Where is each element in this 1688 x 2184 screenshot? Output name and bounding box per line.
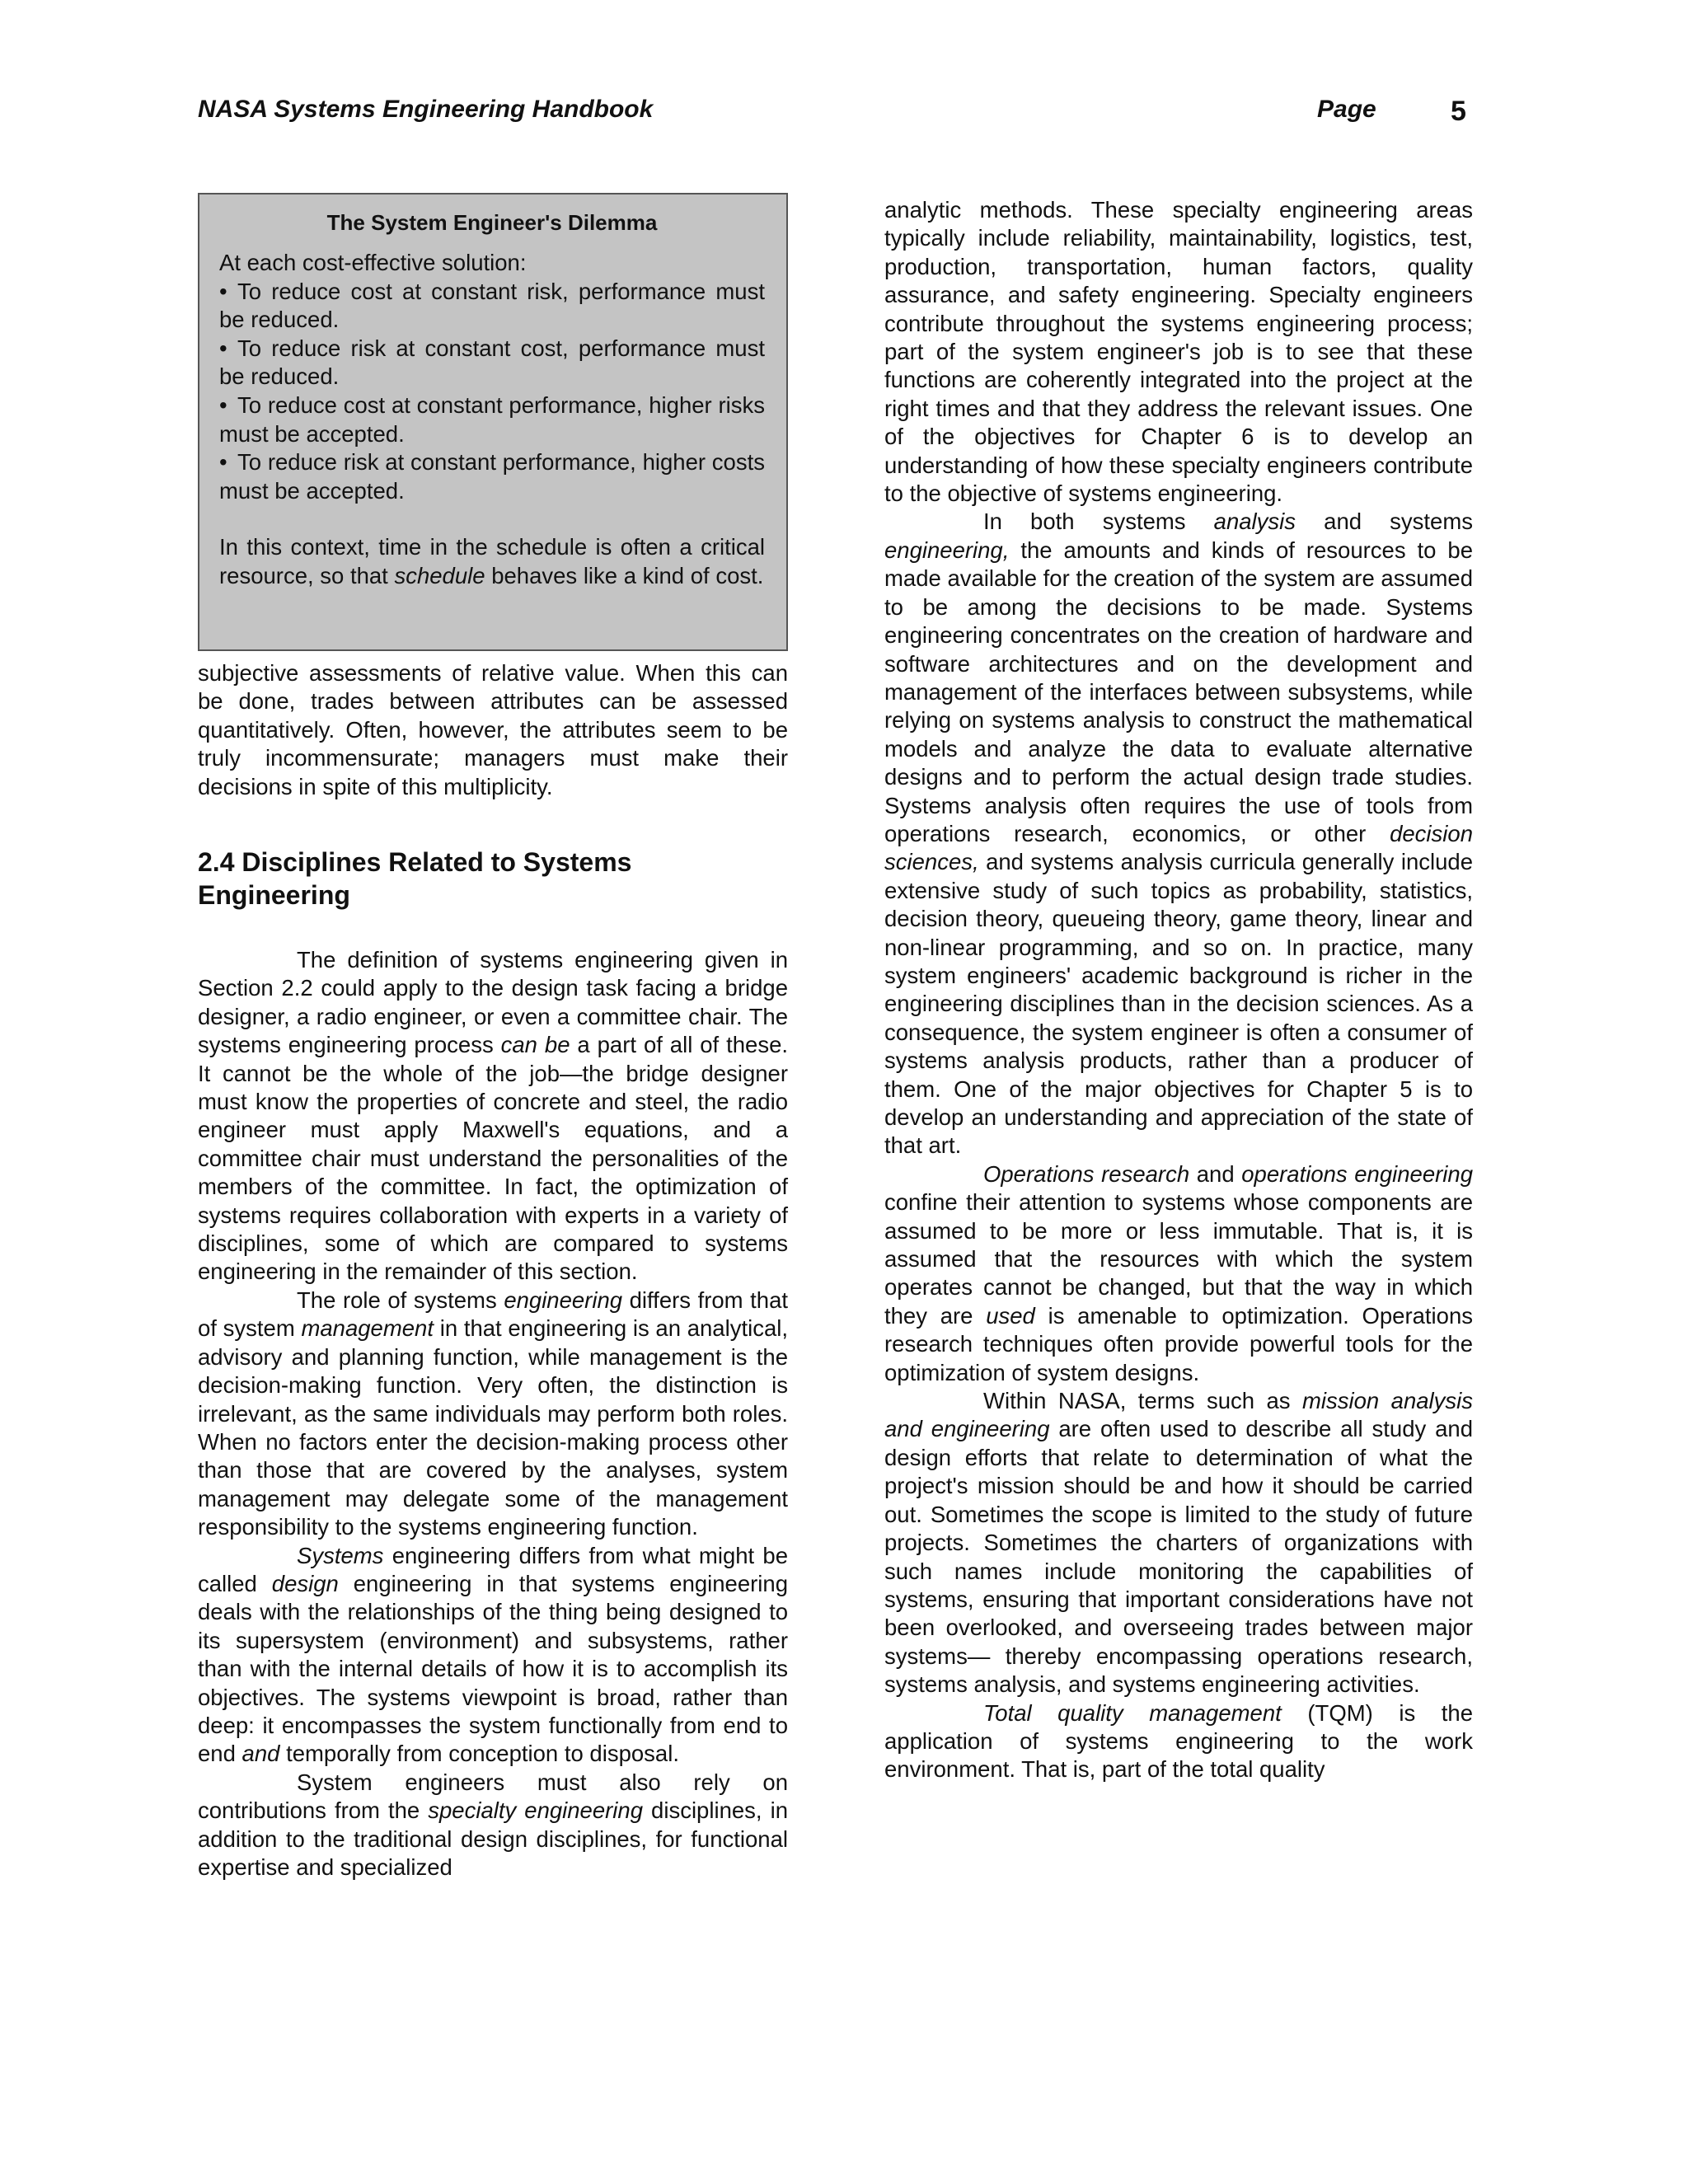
sidebar-box-intro: At each cost-effective solution: bbox=[219, 250, 527, 275]
paragraph: Total quality management (TQM) is the application of systems engineering to the work environment. That is, part of the total quality bbox=[884, 1699, 1474, 1783]
section-heading: 2.4 Disciplines Related to Systems Engineering bbox=[198, 847, 632, 910]
list-item: • To reduce risk at constant cost, performance must be reduced. bbox=[219, 335, 765, 390]
list-item: • To reduce cost at constant risk, performance must be reduced. bbox=[219, 278, 765, 333]
page-number: 5 bbox=[1451, 96, 1466, 127]
list-item: • To reduce cost at constant performance, higher risks must be accepted. bbox=[219, 391, 765, 447]
dilemma-sidebar-box bbox=[198, 193, 788, 651]
bullet-icon: • bbox=[219, 391, 227, 418]
bullet-icon: • bbox=[219, 278, 227, 304]
running-header-title: NASA Systems Engineering Handbook bbox=[198, 96, 654, 123]
paragraph: System engineers must also rely on contributions from the specialty engineering disciplines, in addition to the traditional design disciplines, for functional expertise and specialized bbox=[198, 1769, 788, 1880]
paragraph: In both systems analysis and systems engineering, the amounts and kinds of resources to be made available for the creation of the system are assumed to be among the decisions to be made. Systems engineering concentrates on the creation of hardware and software architectures and on the development and management of the interfaces between subsystems, while relying on systems analysis to construct the mathematical models and analyze the data to evaluate alternative designs and to perform the actual design trade studies. Systems analysis often requires the use of tools from operations research, economics, or other decision sciences, and systems analysis curricula generally include extensive study of such topics as probability, statistics, decision theory, queueing theory, game theory, linear and non-linear programming, and so on. In practice, many system engineers' academic background is richer in the engineering disciplines than in the decision sciences. As a consequence, the system engineer is often a consumer of systems analysis products, rather than a producer of them. One of the major objectives for Chapter 5 is to develop an understanding and appreciation of the state of that art. bbox=[884, 509, 1474, 1159]
bullet-icon: • bbox=[219, 335, 227, 361]
paragraph: The definition of systems engineering given in Section 2.2 could apply to the design task facing a bridge designer, a radio engineer, or even a committee chair. The systems engineering process can be a part of all of these. It cannot be the whole of the job—the bridge designer must know the properties of concrete and steel, the radio engineer must apply Maxwell's equations, and a committee chair must understand the personalities of the members of the committee. In fact, the optimization of systems requires collaboration with experts in a variety of disciplines, some of which are compared to systems engineering in the remainder of this section. bbox=[198, 947, 788, 1285]
paragraph: The role of systems engineering differs from that of system management in that engineering is an analytical, advisory and planning function, while management is the decision-making function. Very often, the distinction is irrelevant, as the same individuals may perform both roles. When no factors enter the decision-making process other than those that are covered by the analyses, system management may delegate some of the management responsibility to the systems engineering function. bbox=[198, 1286, 789, 1540]
right-column bbox=[884, 196, 1473, 1784]
sidebar-box-bullet-list bbox=[219, 278, 765, 506]
paragraph: subjective assessments of relative value. When this can be done, trades between attributes can be assessed quantitatively. Often, however, the attributes seem to be truly incommensurate; managers must make their decisions in spite of this multiplicity. bbox=[198, 660, 788, 799]
bullet-icon: • bbox=[219, 449, 227, 476]
sidebar-box-context: In this context, time in the schedule is often a critical resource, so that schedule behaves like a kind of cost. bbox=[219, 534, 765, 588]
sidebar-box-title: The System Engineer's Dilemma bbox=[326, 210, 658, 235]
left-column bbox=[198, 659, 788, 801]
paragraph: analytic methods. These specialty engineering areas typically include reliability, maintainability, logistics, test, production, transportation, human factors, quality assurance, and safety engineering. Specialty engineers contribute throughout the systems engineering process; part of the system engineer's job is to see that these functions are coherently integrated into the project at the right times and that they address the relevant issues. One of the objectives for Chapter 6 is to develop an understanding of how these specialty engineers contribute to the objective of systems engineering. bbox=[884, 197, 1473, 507]
left-column-body bbox=[198, 946, 788, 1882]
list-item: • To reduce risk at constant performance, higher costs must be accepted. bbox=[219, 449, 765, 504]
paragraph: Systems engineering differs from what might be called design engineering in that systems engineering deals with the relationships of the thing being designed to its supersystem (environment) and subsystems, rather than with the internal details of how it is to accomplish its objectives. The systems viewpoint is broad, rather than deep: it encompasses the system functionally from end to end and temporally from conception to disposal. bbox=[198, 1542, 789, 1767]
page-label: Page bbox=[1317, 96, 1376, 123]
paragraph: Within NASA, terms such as mission analysis and engineering are often used to describe all study and design efforts that relate to determination of what the project's mission should be and how it should be carried out. Sometimes the scope is limited to the study of future projects. Sometimes the charters of organizations with such names include monitoring the capabilities of systems, ensuring that important considerations have not been overlooked, and overseeing trades between major systems— thereby encompassing operations research, systems analysis, and systems engineering activities. bbox=[884, 1388, 1474, 1698]
paragraph: Operations research and operations engineering confine their attention to systems whose components are assumed to be more or less immutable. That is, it is assumed that the resources with which the system operates cannot be changed, but that the way in which they are used is amenable to optimization. Operations research techniques often provide powerful tools for the optimization of system designs. bbox=[884, 1160, 1473, 1385]
